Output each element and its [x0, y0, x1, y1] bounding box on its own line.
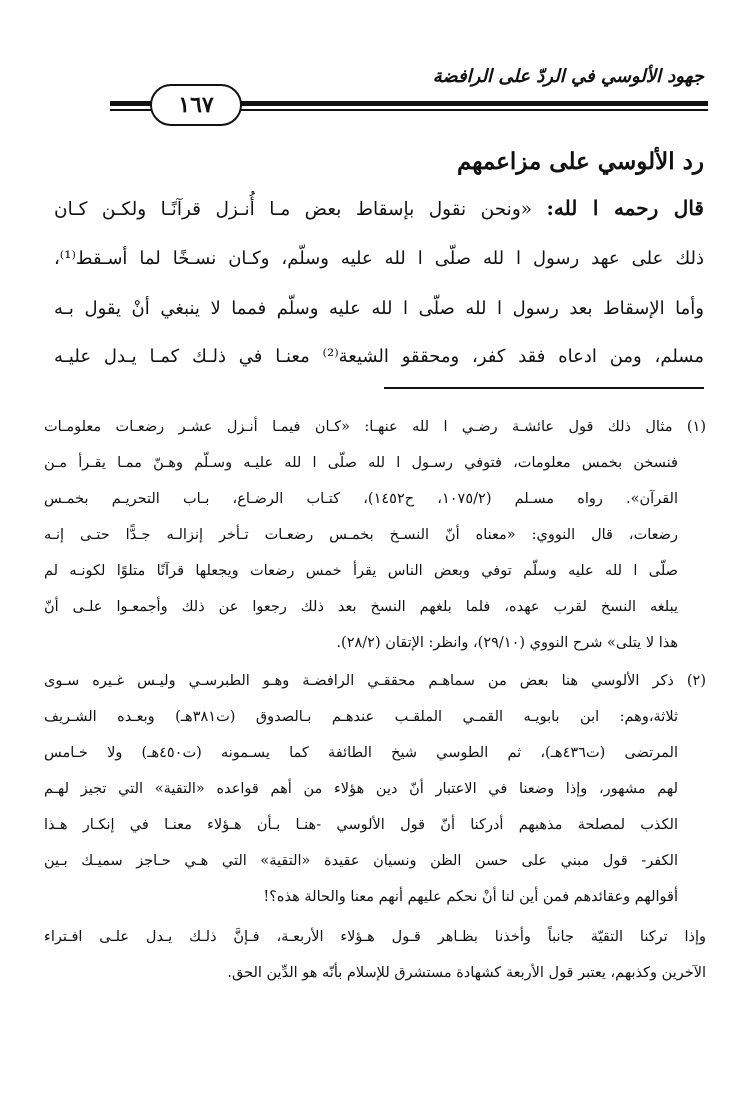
- footnote-2-line: ثلاثة،وهم: ابن بابويـه القمـي الملقـب عندهـم بـالصدوق (ت٣٨١هـ) وبعـده الشـريف: [44, 709, 678, 725]
- footnote-1-line: هذا لا يتلى» شرح النووي (٢٩/١٠)، وانظر: الإتقان (٢٨/٢).: [336, 635, 678, 651]
- footnote-2-line: الكذب لمصلحة مذهبهم أدركنا أنّ قول الألوسي -هنـا بـأن هـؤلاء معنـا في إنكـار هـذا: [44, 817, 678, 833]
- footnote-separator: [384, 387, 704, 389]
- body-line-4: مسلم، ومن ادعاه فقد كفر، ومحققو الشيعة⁽²⁾ معنـا في ذلـك كمـا يـدل عليـه: [54, 346, 704, 367]
- footnote-2-line: لهم مشهور، وإذا وضعنا في الاعتبار أنّ دين هؤلاء من أهم قواعده «التقية» التي تجيز لهـم: [44, 781, 678, 797]
- footnote-2-continuation-line: الآخرين وكذبهم، يعتبر قول الأربعة كشهادة مستشرق للإسلام بأنّه هو الدِّين الحق.: [227, 965, 706, 981]
- page-number: ١٦٧: [150, 84, 242, 126]
- quote-attribution: قال رحمه ا لله:: [546, 196, 704, 220]
- footnote-2-line: الكفر- قول مبني على حسن الظن ونسيان عقيدة «التقية» التي هـي حـاجز سميـك بـين: [44, 853, 678, 869]
- footnote-1-line: يبلغه النسخ لقرب عهده، فلما بلغهم النسخ بعد ذلك رجعوا عن ذلك وأجمعـوا علـى أنّ: [44, 599, 678, 615]
- footnote-1-line: رضعات، قال النووي: «معناه أنّ النسـخ بخمـس رضعـات تـأخر إنزالـه جـدًّا حتـى إنـه: [44, 527, 678, 543]
- footnote-1-line: (١) مثال ذلك قول عائشـة رضـي ا لله عنهـا: «كـان فيمـا أنـزل عشـر رضعـات معلومـات: [44, 419, 706, 435]
- footnote-2-line: أقوالهم وعقائدهم فمن أين لنا أنْ نحكم عليهم أنهم معنا والحالة هذه؟!: [263, 889, 678, 905]
- body-line-3: وأما الإسقاط بعد رسول ا لله صلّى ا لله عليه وسلّم فمما لا ينبغي أنْ يقول بـه: [54, 298, 704, 319]
- footnote-2-continuation-line: وإذا تركنا التقيّة جانباً وأخذنا بظـاهر قـول هـؤلاء الأربعـة، فـإنَّ ذلـك يـدل علـى افـتراء: [44, 929, 706, 945]
- body-line-1-text: «ونحن نقول بإسقاط بعض مـا أُنـزل قرآنًـا ولكـن كـان: [54, 199, 533, 220]
- body-line-1: [54, 186, 704, 230]
- footnote-1-line: صلّى ا لله عليه وسلّم توفي وبعض الناس يقرأ خمس رضعات ويجعلها قرآنًا متلوًا لكونـه لم: [44, 563, 678, 579]
- footnote-1-line: القرآن». رواه مسـلم (١٠٧٥/٢، ح١٤٥٢)، كتـاب الرضـاع، بـاب التحريـم بخمـس: [44, 491, 678, 507]
- footnote-2-line: (٢) ذكر الألوسي هنا بعض من سماهـم محققـي الرافضـة وهـو الطبرسـي وليـس غـيره سـوى: [44, 673, 706, 689]
- body-line-2: ذلك على عهد رسول ا لله صلّى ا لله عليه وسلّم، وكـان نسـخًا لما أسـقط⁽¹⁾،: [54, 248, 704, 269]
- footnote-2-line: المرتضى (ت٤٣٦هـ)، ثم الطوسي شيخ الطائفة كما يسـمونه (ت٤٥٠هـ) ولا خـامس: [44, 745, 678, 761]
- running-header: جهود الألوسي في الردّ على الرافضة: [432, 66, 704, 87]
- footnote-1-line: فنسخن بخمس معلومات، فتوفي رسـول ا لله صلّى ا لله عليـه وسـلّم وهـنّ ممـا يقـرأ مـن: [44, 455, 678, 471]
- section-heading: رد الألوسي على مزاعمهم: [456, 148, 704, 175]
